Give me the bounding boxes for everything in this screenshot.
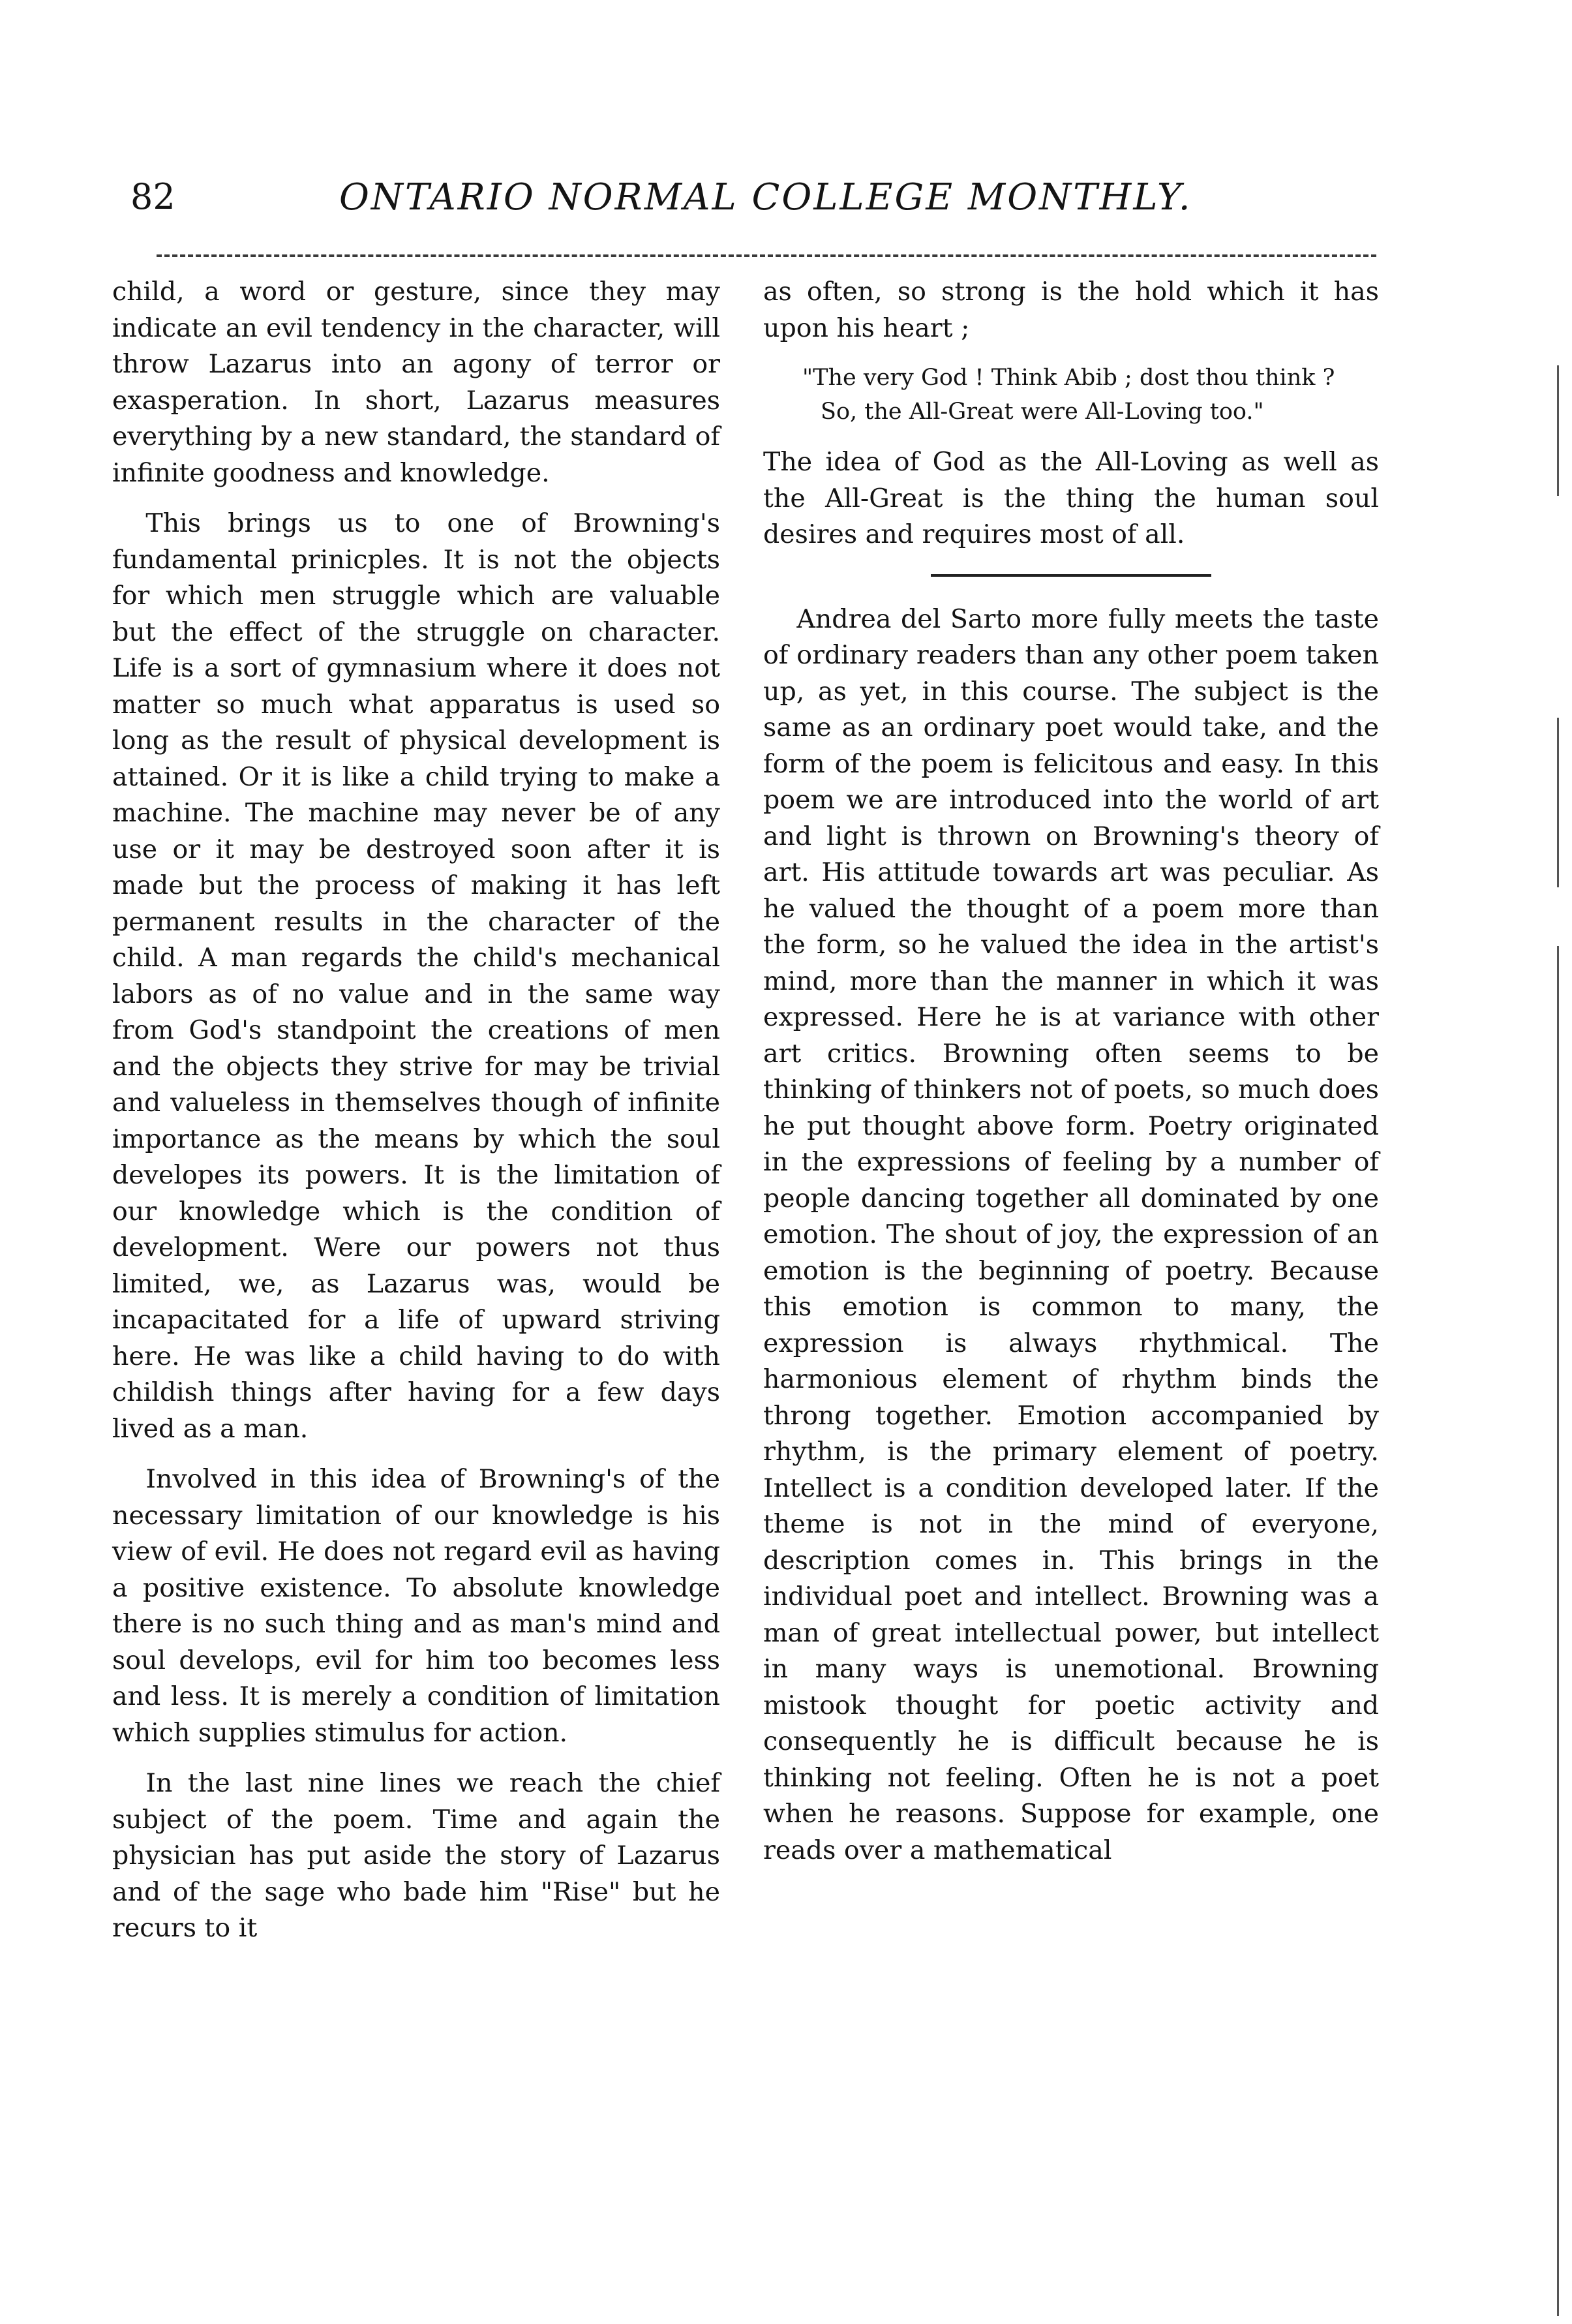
body-paragraph: as often, so strong is the hold which it has upon his heart ; [763,277,1379,343]
margin-scan-mark [1557,365,1559,496]
page-header [111,176,1389,235]
section-divider [931,574,1211,577]
journal-title: ONTARIO NORMAL COLLEGE MONTHLY. [339,176,1192,219]
page-number: 82 [130,176,175,217]
verse-line: "The very God ! Think Abib ; dost thou think ? [802,365,1335,391]
body-paragraph: In the last nine lines we reach the chief subject of the poem. Time and again the physician has put aside the story of Lazarus and of the sage who bade him "Rise" but he recurs to it [112,1768,720,1943]
body-paragraph: child, a word or gesture, since they may indicate an evil tendency in the character, will throw Lazarus into an agony of terror or exasperation. In short, Lazarus measures everything by a new standard, the standard of infinite goodness and knowledge. [112,277,720,488]
body-paragraph: This brings us to one of Browning's fundamental prinicples. It is not the objects for which men struggle which are valuable but the effect of the struggle on character. Life is a sort of gymnasium where it does not matter so much what apparatus is used so long as the result of physical development is attained. Or it is like a child trying to make a machine. The machine may never be of any use or it may be destroyed soon after it is made but the process of making it has left permanent results in the character of the child. A man regards the child's mechanical labors as of no value and in the same way from God's standpoint the creations of men and the objects they strive for may be trivial and valueless in themselves though of infinite importance as the means by which the soul developes its powers. It is the limitation of our knowledge which is the condition of development. Were our powers not thus limited, we, as Lazarus was, would be incapacitated for a life of upward striving here. He was like a child having to do with childish things after having for a few days lived as a man. [112,508,720,1444]
verse-quotation [763,361,1379,429]
body-paragraph: Andrea del Sarto more fully meets the taste of ordinary readers than any other poem taken up, as yet, in this course. The subject is the same as an ordinary poet would take, and the form of the poem is felicitous and easy. In this poem we are introduced into the world of art and light is thrown on Browning's theory of art. His attitude towards art was peculiar. As he valued the thought of a poem more than the form, so he valued the idea in the artist's mind, more than the manner in which it was expressed. Here he is at variance with other art critics. Browning often seems to be thinking of thinkers not of poets, so much does he put thought above form. Poetry originated in the expressions of feeling by a number of people dancing together all dominated by one emotion. The shout of joy, the expression of an emotion is the beginning of poetry. Because this emotion is common to many, the expression is always rhythmical. The harmonious element of rhythm binds the throng together. Emotion accompanied by rhythm, is the primary element of poetry. Intellect is a condition developed later. If the theme is not in the mind of everyone, description comes in. This brings in the individual poet and intellect. Browning was a man of great intellectual power, but intellect in many ways is unemotional. Browning mistook thought for poetic activity and consequently he is difficult because he is thinking not feeling. Often he is not a poet when he reasons. Suppose for example, one reads over a mathematical [763,604,1379,1865]
verse-line: So, the All-Great were All-Loving too." [821,399,1264,425]
margin-scan-mark [1557,946,1559,2316]
body-paragraph: The idea of God as the All-Loving as well as the All-Great is the thing the human soul desires and requires most of all. [763,447,1379,549]
body-paragraph: Involved in this idea of Browning's of the necessary limitation of our knowledge is his view of evil. He does not regard evil as having a positive existence. To absolute knowledge there is no such thing and as man's mind and soul develops, evil for him too becomes less and less. It is merely a condition of limitation which supplies stimulus for action. [112,1464,720,1748]
left-column [112,274,720,1961]
right-column [763,274,1379,1883]
margin-scan-mark [1557,718,1559,887]
header-rule [157,254,1376,257]
